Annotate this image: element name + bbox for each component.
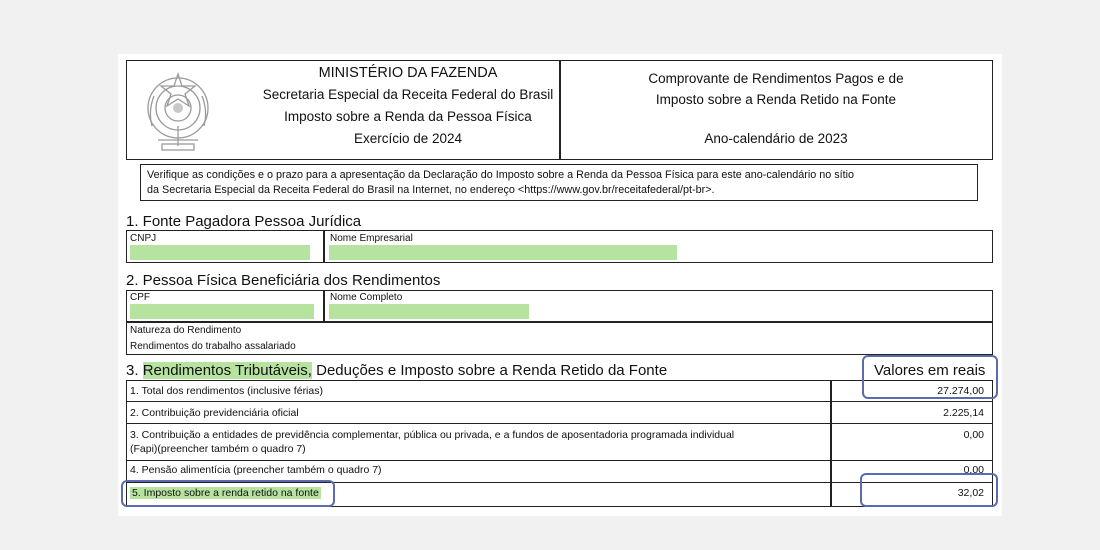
tax-name: Imposto sobre a Renda da Pessoa Física: [284, 109, 532, 124]
values-header-callout: [862, 355, 998, 399]
section3-title: [126, 362, 667, 379]
row2-value: 2.225,14: [943, 407, 984, 419]
row2-label: 2. Contribuição previdenciária oficial: [130, 407, 299, 419]
row5-value-callout: [860, 473, 998, 507]
section3-title-rest: Deduções e Imposto sobre a Renda Retido da Fonte: [311, 362, 668, 379]
row1-label: 1. Total dos rendimentos (inclusive férias): [130, 385, 323, 397]
section1-title: 1. Fonte Pagadora Pessoa Jurídica: [126, 213, 362, 230]
values-header: Valores em reais: [874, 362, 986, 379]
ministry-title: MINISTÉRIO DA FAZENDA: [318, 65, 498, 81]
row5-label: 5. Imposto sobre a renda retido na fonte: [132, 487, 319, 499]
document-title-line2: Imposto sobre a Renda Retido na Fonte: [655, 92, 897, 107]
row3-label-cont: (Fapi)(preencher também o quadro 7): [130, 443, 306, 455]
values-column-divider: [830, 380, 832, 507]
row1-value: 27.274,00: [937, 385, 984, 397]
row-divider: [126, 401, 993, 402]
cpf-redacted: [130, 304, 314, 319]
section3-title-prefix: 3.: [126, 362, 143, 379]
section2-divider-v: [323, 290, 325, 322]
row5-label-callout: [121, 480, 335, 507]
row4-value: 0,00: [963, 464, 984, 476]
cnpj-label: CNPJ: [130, 233, 157, 244]
row3-value: 0,00: [963, 429, 984, 441]
secretariat-name: Secretaria Especial da Receita Federal do Brasil: [262, 87, 554, 102]
cpf-label: CPF: [130, 292, 150, 303]
notice-line2: da Secretaria Especial da Receita Federal do Brasil na Internet, no endereço <https://www.gov.br/receitafederal/pt-br>.: [147, 184, 715, 196]
row3-label: 3. Contribuição a entidades de previdência complementar, pública ou privada, e a fundos de aposentadoria programada individual: [130, 429, 735, 441]
row5-value: 32,02: [957, 487, 984, 499]
section2-divider-h: [126, 321, 993, 323]
calendar-year: Ano-calendário de 2023: [704, 131, 848, 146]
full-name-label: Nome Completo: [330, 292, 403, 303]
row4-label: 4. Pensão alimentícia (preencher também o quadro 7): [130, 464, 382, 476]
company-name-redacted: [329, 245, 677, 260]
document-title-line1: Comprovante de Rendimentos Pagos e de: [648, 71, 904, 86]
income-statement-document: [118, 54, 1002, 516]
cnpj-redacted: [130, 245, 310, 260]
row-divider: [126, 423, 993, 424]
row-divider: [126, 460, 993, 461]
nature-value: Rendimentos do trabalho assalariado: [130, 341, 296, 352]
section1-divider: [323, 230, 325, 263]
company-name-label: Nome Empresarial: [330, 233, 413, 244]
section3-title-highlight: Rendimentos Tributáveis,: [142, 362, 312, 379]
exercise-year: Exercício de 2024: [353, 131, 463, 146]
nature-label: Natureza do Rendimento: [130, 325, 242, 336]
section2-title: 2. Pessoa Física Beneficiária dos Rendimentos: [126, 272, 441, 289]
notice-line1: Verifique as condições e o prazo para a apresentação da Declaração do Imposto sobre a Renda da Pessoa Física para este ano-calendário no sítio: [147, 169, 855, 181]
full-name-redacted: [329, 304, 529, 319]
brazil-coat-of-arms-icon: [138, 66, 218, 154]
